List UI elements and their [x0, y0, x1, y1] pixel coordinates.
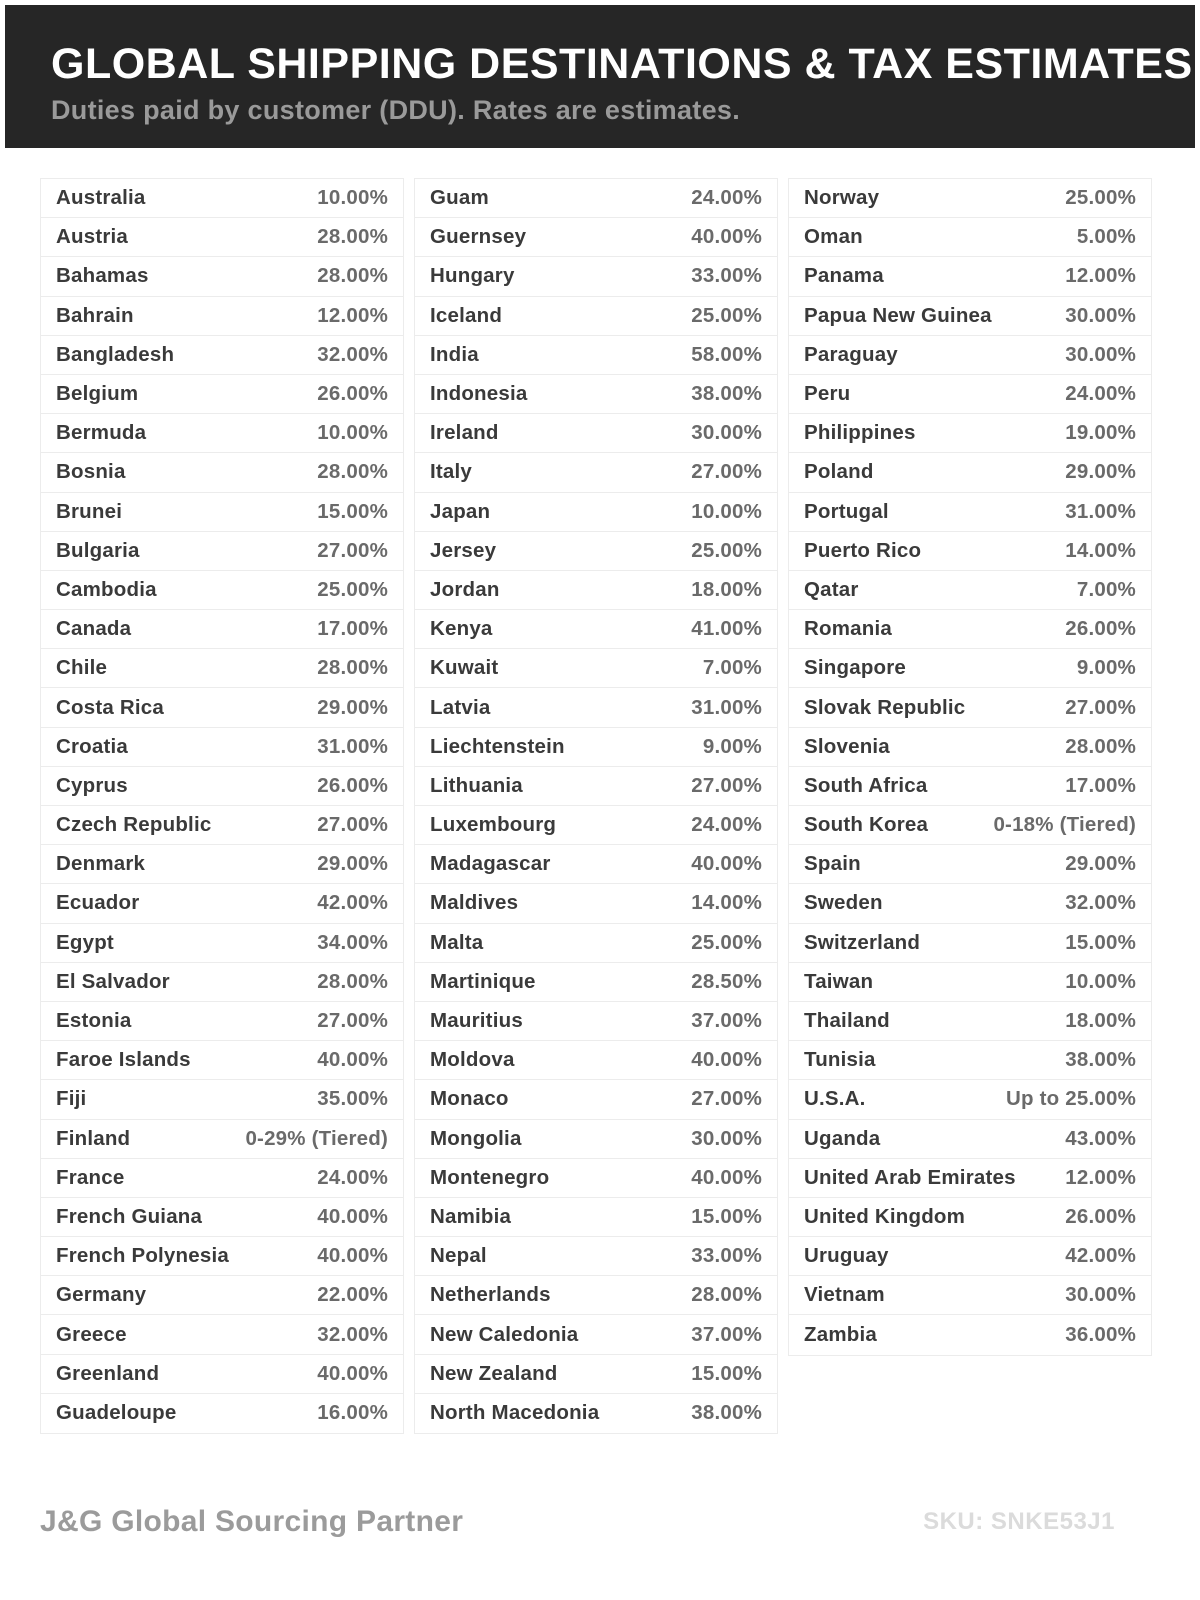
country-name: Greenland — [56, 1361, 160, 1385]
table-row — [789, 728, 1151, 767]
table-row — [41, 1159, 403, 1198]
country-name: Croatia — [56, 734, 129, 758]
table-row — [789, 257, 1151, 296]
tax-rate: 30.00% — [691, 421, 762, 445]
table-row — [789, 688, 1151, 727]
table-row — [41, 1355, 403, 1394]
country-name: Martinique — [430, 969, 536, 993]
country-name: Poland — [804, 460, 874, 484]
table-row — [415, 963, 777, 1002]
country-name: Latvia — [430, 695, 491, 719]
tax-rate: 43.00% — [1065, 1126, 1136, 1150]
table-row — [41, 1237, 403, 1276]
tax-rate: 41.00% — [691, 617, 762, 641]
country-name: Paraguay — [804, 342, 898, 366]
table-row — [41, 375, 403, 414]
table-row — [415, 845, 777, 884]
table-row — [41, 688, 403, 727]
table-row — [41, 1198, 403, 1237]
country-name: Uruguay — [804, 1244, 889, 1268]
tax-rate: 19.00% — [1065, 421, 1136, 445]
table-row — [41, 257, 403, 296]
country-name: South Korea — [804, 813, 929, 837]
tax-rate: 0-18% (Tiered) — [993, 813, 1136, 837]
table-row — [789, 1080, 1151, 1119]
table-row — [415, 297, 777, 336]
tax-rate: 17.00% — [317, 617, 388, 641]
tax-rate: 24.00% — [691, 813, 762, 837]
tax-rate: 37.00% — [691, 1322, 762, 1346]
table-row — [415, 728, 777, 767]
country-name: U.S.A. — [804, 1087, 866, 1111]
table-row — [41, 179, 403, 218]
country-name: Uganda — [804, 1126, 881, 1150]
country-name: Belgium — [56, 382, 139, 406]
table-row — [789, 218, 1151, 257]
table-row — [41, 1394, 403, 1433]
country-name: Kenya — [430, 617, 493, 641]
table-row — [41, 924, 403, 963]
table-row — [415, 1315, 777, 1354]
tax-rate: 26.00% — [1065, 1204, 1136, 1228]
tax-rate: 40.00% — [691, 225, 762, 249]
tax-rate: 28.00% — [317, 264, 388, 288]
tax-rate: 30.00% — [1065, 1283, 1136, 1307]
tax-rate: 22.00% — [317, 1283, 388, 1307]
tax-rate: 29.00% — [317, 695, 388, 719]
tax-rate: 26.00% — [317, 773, 388, 797]
tax-rate: 30.00% — [691, 1126, 762, 1150]
country-name: Estonia — [56, 1009, 132, 1033]
tax-rate: 10.00% — [317, 186, 388, 210]
country-name: Fiji — [56, 1087, 87, 1111]
country-name: Cambodia — [56, 577, 157, 601]
tax-rate: 27.00% — [317, 538, 388, 562]
tax-rate: 32.00% — [1065, 891, 1136, 915]
table-row — [41, 728, 403, 767]
country-name: Puerto Rico — [804, 538, 922, 562]
tax-rate: 27.00% — [691, 460, 762, 484]
table-row — [415, 179, 777, 218]
country-name: Philippines — [804, 421, 916, 445]
country-name: Nepal — [430, 1244, 487, 1268]
tax-rate: 14.00% — [691, 891, 762, 915]
table-row — [789, 571, 1151, 610]
rates-column-3 — [788, 178, 1152, 1356]
country-name: Greece — [56, 1322, 127, 1346]
tax-rate: 58.00% — [691, 342, 762, 366]
table-row — [415, 336, 777, 375]
country-name: Italy — [430, 460, 473, 484]
table-row — [789, 1120, 1151, 1159]
tax-rate: 7.00% — [702, 656, 762, 680]
tax-rate: 9.00% — [702, 734, 762, 758]
tax-rate: 0-29% (Tiered) — [245, 1126, 388, 1150]
table-row — [789, 1276, 1151, 1315]
tax-rate: 40.00% — [317, 1204, 388, 1228]
tax-rate: 33.00% — [691, 1244, 762, 1268]
tax-rate: 9.00% — [1076, 656, 1136, 680]
table-row — [415, 1355, 777, 1394]
tax-rate: 31.00% — [691, 695, 762, 719]
country-name: Maldives — [430, 891, 519, 915]
tax-rate: 16.00% — [317, 1401, 388, 1425]
table-row — [41, 493, 403, 532]
tax-rate: 18.00% — [691, 577, 762, 601]
tax-rate: 31.00% — [1065, 499, 1136, 523]
tax-rate: 25.00% — [317, 577, 388, 601]
tax-rate: 38.00% — [691, 382, 762, 406]
tax-rate: 36.00% — [1065, 1323, 1136, 1347]
table-row — [789, 806, 1151, 845]
country-name: Oman — [804, 225, 863, 249]
country-name: France — [56, 1165, 125, 1189]
country-name: Australia — [56, 186, 146, 210]
country-name: Costa Rica — [56, 695, 164, 719]
country-name: Guadeloupe — [56, 1401, 177, 1425]
country-name: Bangladesh — [56, 342, 175, 366]
country-name: French Guiana — [56, 1204, 203, 1228]
tax-rate: 27.00% — [691, 1087, 762, 1111]
country-name: Slovenia — [804, 734, 890, 758]
tax-rate: 28.00% — [317, 969, 388, 993]
country-name: Faroe Islands — [56, 1048, 191, 1072]
page-footer — [40, 1505, 1115, 1539]
table-row — [41, 336, 403, 375]
table-row — [415, 1002, 777, 1041]
table-row — [415, 767, 777, 806]
tax-rate: 40.00% — [691, 1048, 762, 1072]
table-row — [415, 884, 777, 923]
tax-rate: 38.00% — [691, 1401, 762, 1425]
table-row — [415, 1159, 777, 1198]
table-row — [789, 924, 1151, 963]
country-name: North Macedonia — [430, 1401, 600, 1425]
country-name: Bahamas — [56, 264, 149, 288]
tax-rate: 15.00% — [691, 1361, 762, 1385]
table-row — [789, 453, 1151, 492]
sku-label: SKU: SNKE53J1 — [923, 1508, 1115, 1535]
table-row — [415, 1080, 777, 1119]
table-row — [415, 688, 777, 727]
table-row — [789, 1198, 1151, 1237]
tax-rate: 12.00% — [1065, 1165, 1136, 1189]
table-row — [41, 1002, 403, 1041]
country-name: Tunisia — [804, 1048, 876, 1072]
country-name: Moldova — [430, 1048, 515, 1072]
country-name: Panama — [804, 264, 884, 288]
table-row — [41, 963, 403, 1002]
table-row — [415, 1394, 777, 1433]
country-name: United Kingdom — [804, 1204, 966, 1228]
tax-rate: 30.00% — [1065, 303, 1136, 327]
country-name: Spain — [804, 852, 861, 876]
tax-rate: 31.00% — [317, 734, 388, 758]
tax-rate: 28.00% — [691, 1283, 762, 1307]
tax-rate: 33.00% — [691, 264, 762, 288]
country-name: Peru — [804, 382, 851, 406]
country-name: Iceland — [430, 303, 503, 327]
tax-rate: 40.00% — [317, 1244, 388, 1268]
table-row — [415, 257, 777, 296]
country-name: Slovak Republic — [804, 695, 966, 719]
country-name: Jersey — [430, 538, 497, 562]
country-name: Romania — [804, 617, 892, 641]
tax-rate: 10.00% — [691, 499, 762, 523]
country-name: Singapore — [804, 656, 907, 680]
tax-rate: 15.00% — [691, 1204, 762, 1228]
country-name: Bulgaria — [56, 538, 140, 562]
tax-rate: 27.00% — [691, 773, 762, 797]
country-name: Chile — [56, 656, 108, 680]
tax-rate: 25.00% — [691, 303, 762, 327]
tax-rate: 32.00% — [317, 342, 388, 366]
tax-rate: 17.00% — [1065, 773, 1136, 797]
tax-rate: 7.00% — [1076, 577, 1136, 601]
country-name: New Zealand — [430, 1361, 558, 1385]
country-name: Germany — [56, 1283, 147, 1307]
tax-rate: 34.00% — [317, 930, 388, 954]
country-name: Qatar — [804, 577, 859, 601]
tax-rate: 24.00% — [691, 186, 762, 210]
country-name: Monaco — [430, 1087, 509, 1111]
table-row — [789, 297, 1151, 336]
country-name: Ecuador — [56, 891, 140, 915]
table-row — [415, 453, 777, 492]
country-name: Zambia — [804, 1323, 877, 1347]
country-name: Malta — [430, 930, 484, 954]
page-subtitle: Duties paid by customer (DDU). Rates are estimates. — [51, 95, 741, 126]
table-row — [415, 610, 777, 649]
table-row — [789, 1237, 1151, 1276]
country-name: Mongolia — [430, 1126, 522, 1150]
tax-rate: 40.00% — [691, 1165, 762, 1189]
table-row — [41, 1315, 403, 1354]
table-row — [415, 1276, 777, 1315]
table-row — [41, 806, 403, 845]
tax-rate: 27.00% — [317, 813, 388, 837]
country-name: Bosnia — [56, 460, 126, 484]
tax-rate: 15.00% — [317, 499, 388, 523]
tax-rate: 26.00% — [317, 382, 388, 406]
table-row — [415, 1237, 777, 1276]
table-row — [789, 1315, 1151, 1354]
tax-rate: 15.00% — [1065, 930, 1136, 954]
table-row — [41, 453, 403, 492]
country-name: Czech Republic — [56, 813, 212, 837]
country-name: Canada — [56, 617, 132, 641]
table-row — [789, 610, 1151, 649]
tax-rate: 30.00% — [1065, 342, 1136, 366]
table-row — [789, 375, 1151, 414]
table-row — [41, 610, 403, 649]
tax-rate: 42.00% — [1065, 1244, 1136, 1268]
tax-rate: 35.00% — [317, 1087, 388, 1111]
table-row — [789, 1159, 1151, 1198]
country-name: Norway — [804, 186, 880, 210]
country-name: Guam — [430, 186, 489, 210]
table-row — [789, 845, 1151, 884]
country-name: Portugal — [804, 499, 889, 523]
tax-rate: 42.00% — [317, 891, 388, 915]
tax-rate: 29.00% — [1065, 852, 1136, 876]
country-name: Egypt — [56, 930, 114, 954]
table-row — [41, 532, 403, 571]
tax-rate: 26.00% — [1065, 617, 1136, 641]
country-name: Mauritius — [430, 1009, 523, 1033]
tax-rate: 25.00% — [1065, 186, 1136, 210]
country-name: French Polynesia — [56, 1244, 229, 1268]
country-name: United Arab Emirates — [804, 1165, 1016, 1189]
tax-rate: 38.00% — [1065, 1048, 1136, 1072]
tax-rate: 40.00% — [317, 1361, 388, 1385]
tax-rate: 40.00% — [691, 852, 762, 876]
country-name: Montenegro — [430, 1165, 550, 1189]
country-name: Cyprus — [56, 773, 128, 797]
table-row — [415, 1041, 777, 1080]
table-row — [41, 1080, 403, 1119]
table-row — [41, 1041, 403, 1080]
country-name: Hungary — [430, 264, 515, 288]
tax-rate: 10.00% — [1065, 969, 1136, 993]
table-row — [789, 179, 1151, 218]
table-row — [789, 884, 1151, 923]
tax-rate: 28.00% — [317, 225, 388, 249]
country-name: Papua New Guinea — [804, 303, 992, 327]
rates-table — [40, 178, 1152, 1434]
table-row — [415, 414, 777, 453]
tax-rate: 29.00% — [1065, 460, 1136, 484]
country-name: Guernsey — [430, 225, 527, 249]
tax-rate: 12.00% — [317, 303, 388, 327]
country-name: Ireland — [430, 421, 499, 445]
table-row — [41, 297, 403, 336]
country-name: Liechtenstein — [430, 734, 565, 758]
country-name: Japan — [430, 499, 491, 523]
table-row — [415, 924, 777, 963]
country-name: Thailand — [804, 1009, 890, 1033]
country-name: Bermuda — [56, 421, 147, 445]
country-name: Namibia — [430, 1204, 512, 1228]
tax-rate: 28.50% — [691, 969, 762, 993]
table-row — [41, 1120, 403, 1159]
table-row — [415, 218, 777, 257]
table-row — [789, 1041, 1151, 1080]
tax-rate: 29.00% — [317, 852, 388, 876]
table-row — [789, 532, 1151, 571]
country-name: Denmark — [56, 852, 146, 876]
tax-rate: 10.00% — [317, 421, 388, 445]
country-name: New Caledonia — [430, 1322, 579, 1346]
page-header — [5, 5, 1195, 148]
page-title: GLOBAL SHIPPING DESTINATIONS & TAX ESTIMATES — [51, 40, 1193, 88]
country-name: Jordan — [430, 577, 500, 601]
country-name: Bahrain — [56, 303, 134, 327]
tax-rate: 14.00% — [1065, 538, 1136, 562]
country-name: Brunei — [56, 499, 123, 523]
country-name: Taiwan — [804, 969, 874, 993]
rates-column-2 — [414, 178, 778, 1434]
country-name: India — [430, 342, 479, 366]
country-name: Vietnam — [804, 1283, 885, 1307]
tax-rate: 24.00% — [317, 1165, 388, 1189]
table-row — [415, 649, 777, 688]
table-row — [41, 414, 403, 453]
country-name: Finland — [56, 1126, 131, 1150]
table-row — [41, 649, 403, 688]
table-row — [415, 532, 777, 571]
table-row — [415, 1198, 777, 1237]
country-name: Austria — [56, 225, 129, 249]
country-name: Kuwait — [430, 656, 499, 680]
country-name: Indonesia — [430, 382, 528, 406]
tax-rate: Up to 25.00% — [1006, 1087, 1136, 1111]
table-row — [415, 571, 777, 610]
table-row — [789, 493, 1151, 532]
table-row — [415, 806, 777, 845]
tax-rate: 24.00% — [1065, 382, 1136, 406]
tax-rate: 5.00% — [1076, 225, 1136, 249]
country-name: South Africa — [804, 773, 928, 797]
table-row — [415, 375, 777, 414]
table-row — [41, 845, 403, 884]
tax-rate: 28.00% — [317, 656, 388, 680]
tax-rate: 37.00% — [691, 1009, 762, 1033]
country-name: El Salvador — [56, 969, 170, 993]
country-name: Netherlands — [430, 1283, 551, 1307]
table-row — [789, 414, 1151, 453]
country-name: Madagascar — [430, 852, 551, 876]
table-row — [41, 571, 403, 610]
table-row — [415, 493, 777, 532]
table-row — [41, 767, 403, 806]
table-row — [789, 1002, 1151, 1041]
rates-column-1 — [40, 178, 404, 1434]
table-row — [415, 1120, 777, 1159]
table-row — [41, 218, 403, 257]
country-name: Sweden — [804, 891, 883, 915]
country-name: Switzerland — [804, 930, 921, 954]
tax-rate: 28.00% — [317, 460, 388, 484]
tax-rate: 25.00% — [691, 538, 762, 562]
table-row — [41, 884, 403, 923]
tax-rate: 25.00% — [691, 930, 762, 954]
table-row — [789, 963, 1151, 1002]
tax-rate: 28.00% — [1065, 734, 1136, 758]
tax-rate: 27.00% — [317, 1009, 388, 1033]
country-name: Luxembourg — [430, 813, 557, 837]
table-row — [789, 336, 1151, 375]
tax-rate: 27.00% — [1065, 695, 1136, 719]
tax-rate: 32.00% — [317, 1322, 388, 1346]
tax-rate: 40.00% — [317, 1048, 388, 1072]
table-row — [789, 767, 1151, 806]
brand-name: J&G Global Sourcing Partner — [40, 1505, 464, 1538]
table-row — [41, 1276, 403, 1315]
table-row — [789, 649, 1151, 688]
tax-rate: 18.00% — [1065, 1009, 1136, 1033]
country-name: Lithuania — [430, 773, 523, 797]
tax-rate: 12.00% — [1065, 264, 1136, 288]
